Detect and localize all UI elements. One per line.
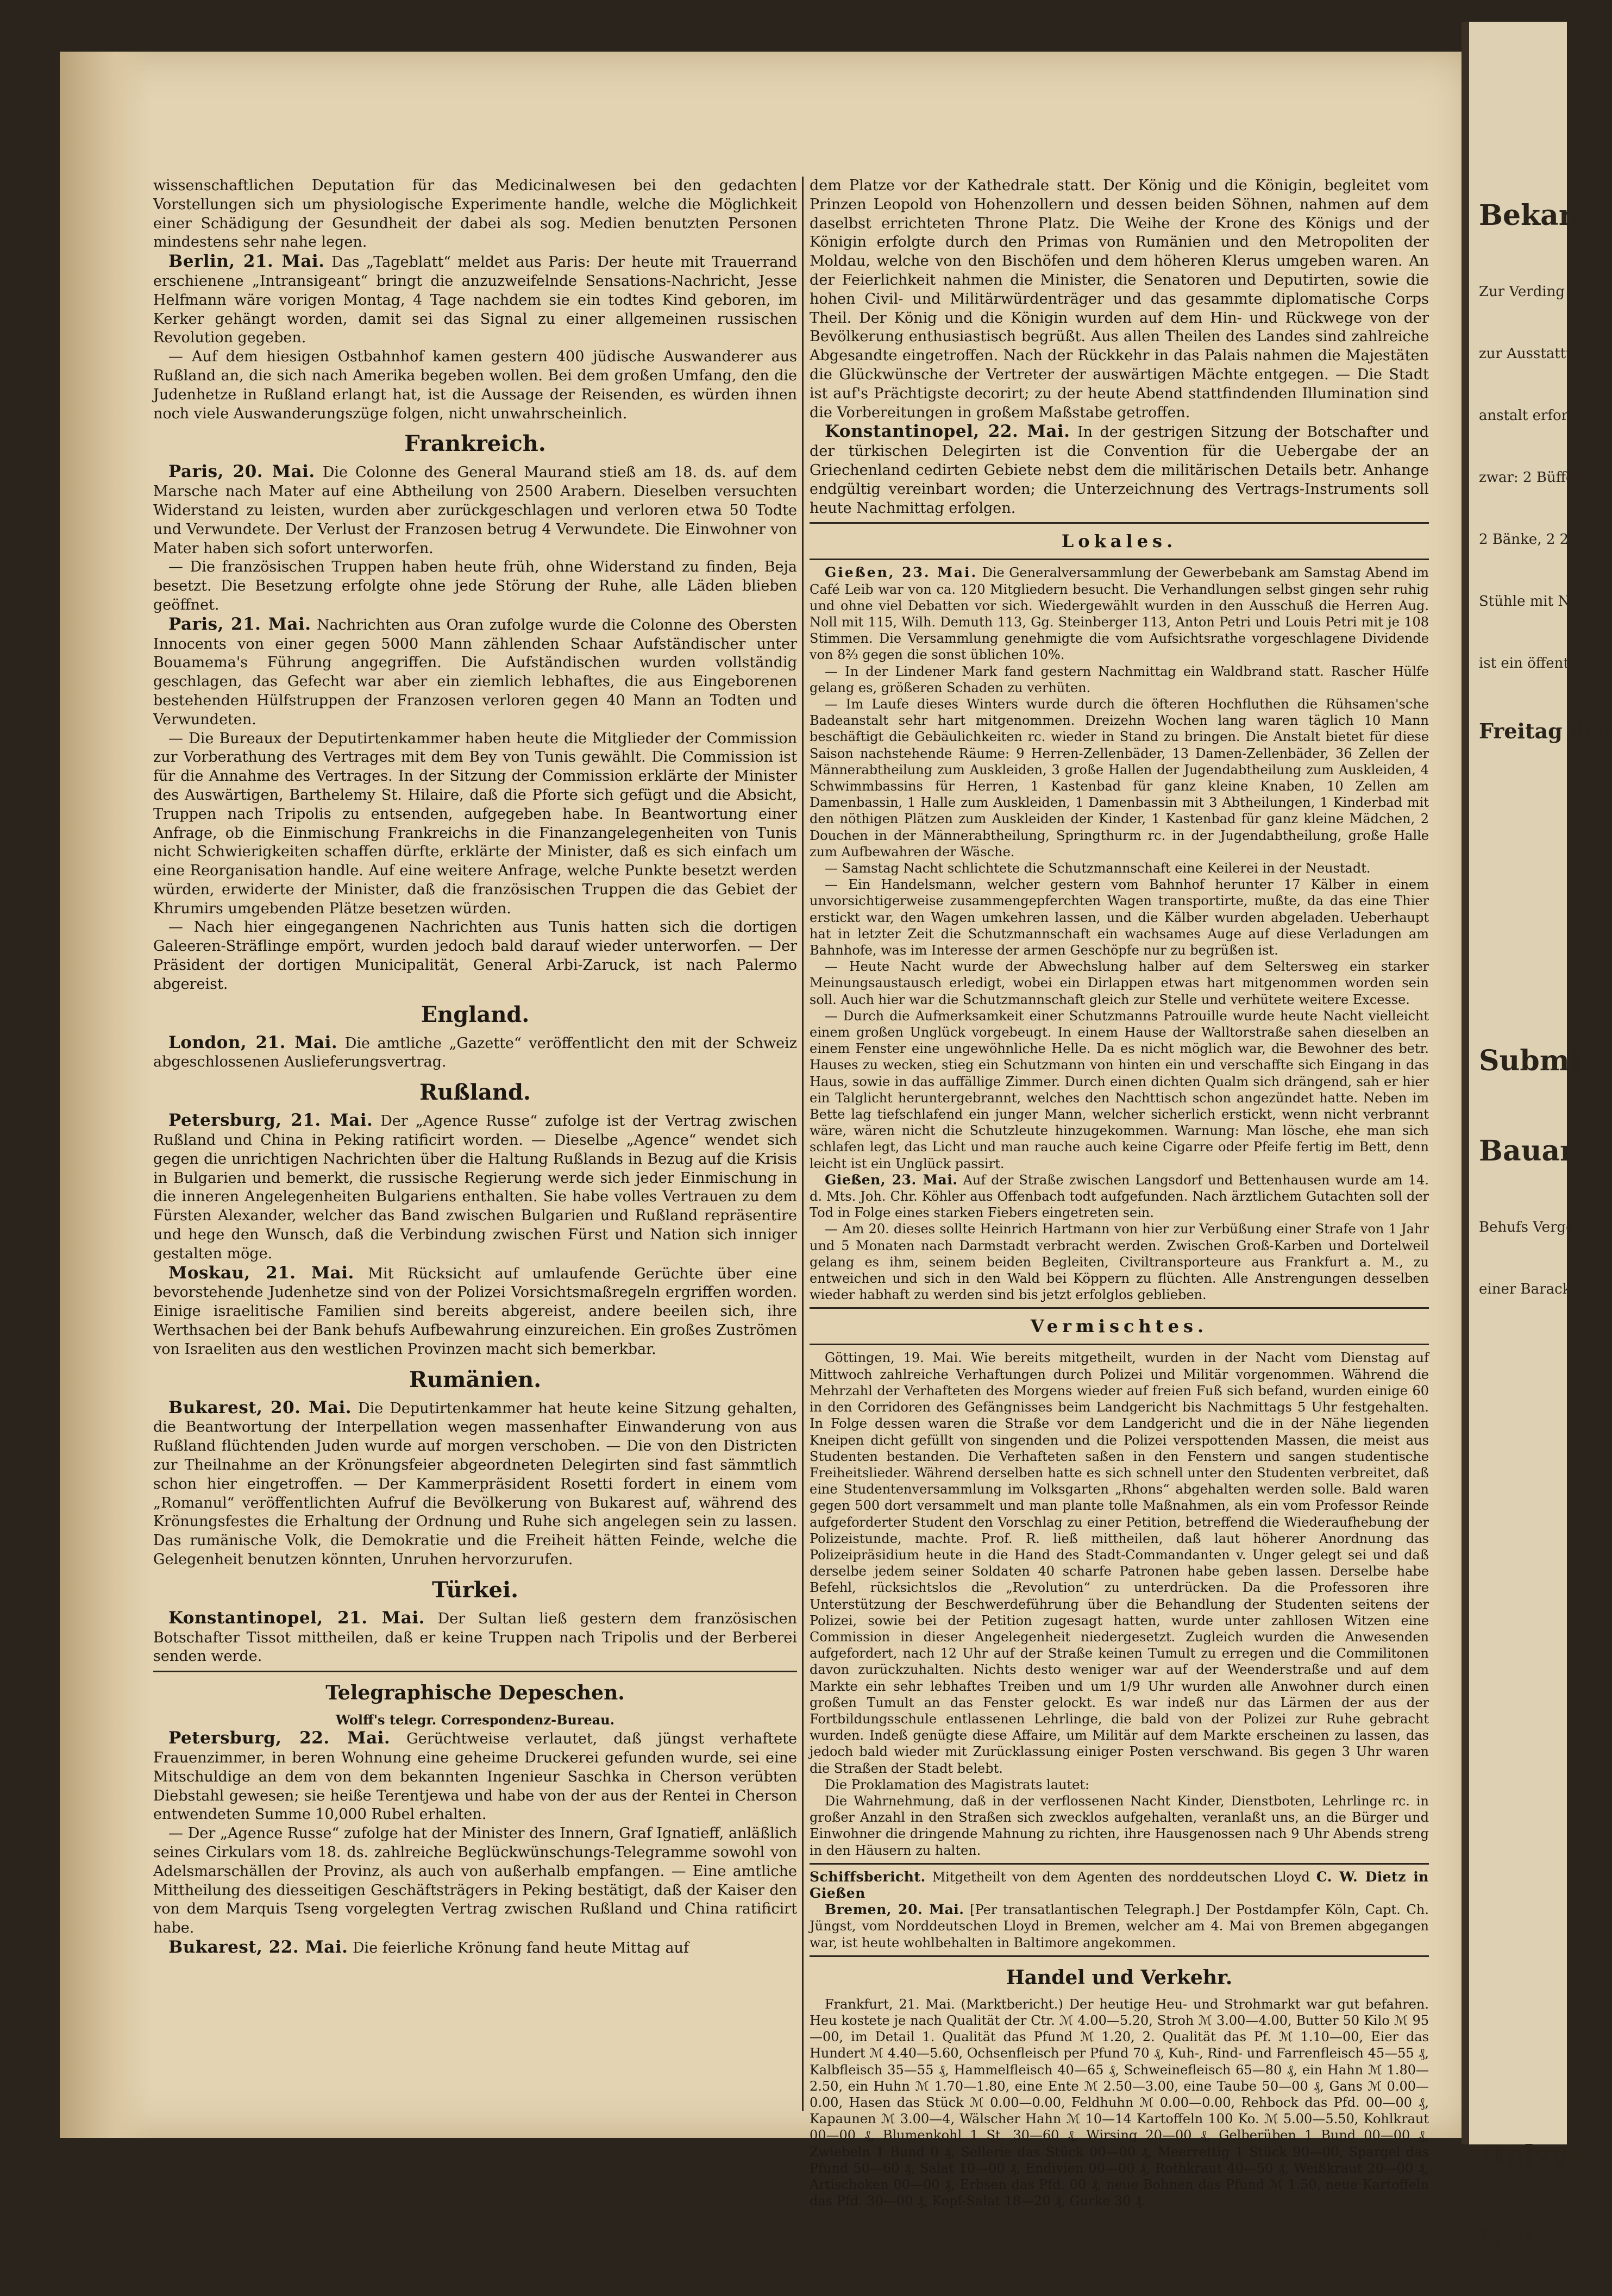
fragment: Freitag — [1479, 2226, 1563, 2250]
fragment: einer Baracke — [1479, 1281, 1579, 1297]
divider — [810, 1307, 1429, 1309]
article-paris-3 — [153, 615, 797, 730]
article-konstantinopel — [153, 1609, 797, 1666]
adjacent-page-fragments — [1469, 22, 1612, 2296]
schiffsbericht-text — [810, 1902, 1429, 1951]
article-moskau — [153, 1264, 797, 1359]
fragment: Bauar — [1479, 1134, 1575, 1168]
fragment: Submi — [1479, 1044, 1580, 1077]
fragment: Bekan — [1479, 199, 1579, 232]
dateline: Petersburg, 22. Mai. — [168, 1728, 391, 1748]
section-heading-lokales: Lokales. — [1061, 531, 1177, 552]
article-text: Die Generalversammlung der Gewerbebank am Samstag Abend im Café Leib war von ca. 120 Mitgliedern besucht. Die Verhandlungen selbst gingen sehr ruhig und ohne viel Debatten vor sich. Wiedergewählt wurden in den Ausschuß die Herren Aug. Noll mit 115, Wilh. Demuth 113, Gg. Steinberger 113, Anton Petri und Louis Petri mit je 108 Stimmen. Die Versammlung genehmigte die vom Aufsichtsrathe vorgeschlagene Dividende von 8⅔ gegen die sonst üblichen 10%. — [810, 565, 1429, 663]
subheading-wolff: Wolff's telegr. Correspondenz-Bureau. — [335, 1712, 615, 1728]
dateline: Bukarest, 22. Mai. — [168, 1937, 348, 1957]
schiffsbericht — [810, 1869, 1429, 1902]
marktbericht: Frankfurt, 21. Mai. (Marktbericht.) Der heutige Heu- und Strohmarkt war gut befahren. Heu kostete je nach Qualität der Ctr. ℳ 4.00—5.20, Stroh ℳ 3.00—4.00, Butter 50 Kilo ℳ 95—00, im Detail 1. Qualität das Pfund ℳ 1.20, 2. Qualität das Pf. ℳ 1.10—00, Eier das Hundert ℳ 4.40—5.60, Ochsenfleisch per Pfund 70 ₰, Kuh-, Rind- und Farrenfleisch 45—55 ₰, Kalbfleisch 35—55 ₰, Hammelfleisch 40—65 ₰, Schweinefleisch 65—80 ₰, ein Hahn ℳ 1.80—2.50, ein Huhn ℳ 1.70—1.80, eine Ente ℳ 2.50—3.00, eine Taube 50—00 ₰, Gans ℳ 0.00—0.00, Hasen das Stück ℳ 0.00—0.00, Feldhuhn ℳ 0.00—0.00, Rehbock das Pfd. 00—00 ₰, Kapaunen ℳ 3.00—4, Wälscher Hahn ℳ 10—14 Kartoffeln 100 Ko. ℳ 5.00—5.50, Kohlkraut 00—00 ₰, Blumenkohl 1 St. 30—60 ₰, Wirsing 20—00 ₰, Gelberüben 1 Bund 00—00 ₰, Zwiebeln 1 Bund 0 ₰, Sellerie das Stück 00—00 ₰, Meerrettig 1 Stück 90—00, Spargel das Pfund 50—60 ₰, Salat 10—00 ₰, Endivien 00—00 ₰, Rothkraut 40—50 ₰, Weißkraut 20—00 ₰, Artischoken 00—00 ₰, Erbsen das Pfd. 00 ₰, neue Bohnen das Pfund ℳ 1.50, neue Kartoffeln das Pfd. 30—00 ₰, Kopf-Salat 18—20 ₰, Gurke 30 ₰. — [810, 1996, 1429, 2209]
dateline: Berlin, 21. Mai. — [168, 252, 325, 272]
fragment: zwar: 2 Büffet — [1479, 469, 1580, 486]
fragment: Stühle mit Ne — [1479, 593, 1579, 610]
lokal-item: — Durch die Aufmerksamkeit einer Schutzmanns Patrouille wurde heute Nacht vielleicht einem großen Unglück vorgebeugt. In einem Hause der Walltorstraße sahen dieselben an einem Fenster eine ungewöhnliche Helle. Da es nicht möglich war, die Bewohner des betr. Hauses zu wecken, stieg ein Schutzmann von hinten ein und verschaffte sich Eingang in das Haus, sowie in das auffällige Zimmer. Durch einen dichten Qualm sich drängend, sah er hier ein Talglicht heruntergebrannt, welches den Nachttisch schon angezündet hatte. Neben im Bette lag tiefschlafend ein junger Mann, welcher sicherlich erstickt, wenn nicht verbrannt wäre, wären nicht die Schutzleute hinzugekommen. Warnung: Man lösche, ehe man sich schlafen legt, das Licht und man rauche auch keine Cigarre oder Pfeife fertig im Bett, denn leicht ist ein Unglück passirt. — [810, 1008, 1429, 1171]
article-paris-4: — Die Bureaux der Deputirtenkammer haben heute die Mitglieder der Commission zur Vorberathung des Vertrages mit dem Bey von Tunis gewählt. Die Commission ist für die Annahme des Vertrages. In der Sitzung der Commission erklärte der Minister des Auswärtigen, Barthelemy St. Hilaire, daß die Pforte sich gefügt und die Absicht, Truppen nach Tripolis zu entsenden, aufgegeben habe. In Beantwortung einer Anfrage, ob die Einmischung Frankreichs in die Finanzangelegenheiten von Tunis nicht Schwierigkeiten schaffen dürfte, erklärte der Minister, daß es sich einfach um eine Reorganisation handle. Auf eine weitere Anfrage, welche Punkte besetzt werden würden, erwiderte der Minister, daß die französischen Truppen die das Gebiet der Khrumirs umgebenden Plätze besetzen würden. — [153, 730, 797, 917]
article-konstantinopel-2 — [810, 422, 1429, 518]
article-petersburg — [153, 1111, 797, 1263]
vermischtes-item: Die Wahrnehmung, daß in der verflossenen Nacht Kinder, Dienstboten, Lehrlinge rc. in großer Anzahl in den Straßen sich zwecklos aufgehalten, veranlaßt uns, an die Bürger und Einwohner die dringende Mahnung zu richten, ihre Hausgenossen nach 9 Uhr Abends streng in den Häusern zu halten. — [810, 1793, 1429, 1858]
fragment: Freitag den — [1479, 719, 1612, 743]
article-text: Auf der Straße zwischen Langsdorf und Bettenhausen wurde am 14. d. Mts. Joh. Chr. Köhler aus Offenbach todt aufgefunden. Nach ärztlichem Gutachten soll der Tod in Folge eines starken Fiebers eingetreten sein. — [810, 1172, 1429, 1221]
lokales-block — [810, 564, 1429, 1303]
article-text: Nachrichten aus Oran zufolge wurde die Colonne des Obersten Innocents von einer gegen 5000 Mann zählenden Schaar Aufständischer unter Bouamema's Führung angegriffen. Die Aufständischen wurden vollständig geschlagen, das Gefecht war aber ein ziemlich lebhaftes, die aus Eingeborenen bestehenden Hülfstruppen der Franzosen verloren gegen 40 Mann an Todten und Verwundeten. — [153, 616, 798, 728]
article-bukarest-cont: dem Platze vor der Kathedrale statt. Der König und die Königin, begleitet vom Prinzen Leopold von Hohenzollern und dessen beiden Söhnen, nahmen auf dem daselbst errichteten Throne Platz. Die Weihe der Krone des Königs und der Königin erfolgte durch den Primas von Rumänien und den Metropoliten der Moldau, welche von den Bischöfen und dem höheren Klerus umgeben waren. An der Feierlichkeit nahmen die Minister, die Senatoren und Deputirten, sowie die hohen Civil- und Militärwürdenträger und das gesammte diplomatische Corps Theil. Der König und die Königin wurden auf dem Hin- und Rückwege von der Bevölkerung enthusiastisch begrüßt. Aus allen Theilen des Landes sind zahlreiche Abgesandte eingetroffen. Nach der Rückkehr in das Palais nahmen die Majestäten die Glückwünsche der Vertreter der auswärtigen Mächte entgegen. — Die Stadt ist auf's Prächtigste decorirt; zu der heute Abend stattfindenden Illumination sind die Vorbereitungen in großem Maßstabe getroffen. — [810, 177, 1429, 421]
article-paris-5: — Nach hier eingegangenen Nachrichten aus Tunis hatten sich die dortigen Galeeren-Sträflinge empört, wurden jedoch bald darauf wieder unterworfen. — Der Präsident der dortigen Municipalität, General Arbi-Zaruck, ist nach Palermo abgereist. — [153, 919, 797, 993]
article-text: Der Sultan ließ gestern dem französischen Botschafter Tissot mittheilen, daß er keine Truppen nach Tripolis und der Berberei senden werde. — [153, 1610, 798, 1665]
lokal-item: — In der Lindener Mark fand gestern Nachmittag ein Waldbrand statt. Rascher Hülfe gelang es, größeren Schaden zu verhüten. — [810, 663, 1429, 695]
dateline: Konstantinopel, 22. Mai. — [825, 422, 1070, 442]
fragment: zur Ausstattung — [1479, 346, 1594, 362]
dateline: Bremen, 20. Mai. — [825, 1902, 964, 1918]
section-heading-russland: Rußland. — [419, 1080, 531, 1106]
fragment: 2 Bänke, 2 2 — [1479, 531, 1569, 548]
dateline: Konstantinopel, 21. Mai. — [168, 1608, 425, 1628]
article-petersburg-3: — Der „Agence Russe“ zufolge hat der Minister des Innern, Graf Ignatieff, anläßlich seines Cirkulars vom 18. ds. zahlreiche Beglückwünschungs-Telegramme sowohl von Adelsmarschällen der Provinz, als auch von außerhalb empfangen. — Eine amtliche Mittheilung des diesseitigen Geschäftsträgers in Peking bestätigt, daß der Kaiser den von dem Marquis Tseng vorgelegten Vertrag zwischen Rußland und China ratificirt habe. — [153, 1825, 797, 1937]
article-text: In der gestrigen Sitzung der Botschafter und der türkischen Delegirten ist die Convention für die Uebergabe der an Griechenland cedirten Gebiete nebst dem die militärischen Details betr. Anhange endgültig vereinbart worden; die Unterzeichnung des Vertrags-Instruments soll heute Nachmittag erfolgen. — [810, 424, 1429, 517]
dateline: Moskau, 21. Mai. — [168, 1263, 354, 1283]
lokal-item: — Heute Nacht wurde der Abwechslung halber auf dem Seltersweg ein starker Meinungsaustausch erledigt, wobei ein Dirlappen etwas hart mitgenommen worden sein soll. Auch hier war die Schutzmannschaft gleich zur Stelle und verhütete weitere Excesse. — [810, 959, 1429, 1007]
column-rule — [802, 177, 804, 2111]
lokal-item: — Im Laufe dieses Winters wurde durch die öfteren Hochfluthen die Rühsamen'sche Badeanstalt sehr hart mitgenommen. Dreizehn Wochen lang waren täglich 10 Mann beschäftigt die Gebäulichkeiten rc. wieder in Stand zu bringen. Die Anstalt bietet für diese Saison nachstehende Räume: 9 Herren-Zellenbäder, 13 Damen-Zellenbäder, 36 Zellen der Männerabtheilung zum Auskleiden, 3 große Hallen der Jugendabtheilung zum Auskleiden, 4 Schwimmbassins für Herren, 1 Kastenbad für ganz kleine Knaben, 10 Zellen am Damenbassin, 1 Halle zum Auskleiden, 1 Damenbassin mit 3 Abtheilungen, 1 Kinderbad mit den nöthigen Plätzen zum Auskleiden der Kinder, 1 Kastenbad für ganz kleine Mädchen, 2 Douchen in der Männerabtheilung, Springthurm rc. in der Jugendabtheilung, große Halle zum Aufbewahren der Wäsche. — [810, 696, 1429, 860]
section-heading-vermischtes: Vermischtes. — [1030, 1316, 1208, 1337]
dateline: Gießen, 23. Mai. — [825, 1171, 958, 1188]
section-heading-handel: Handel und Verkehr. — [1006, 1966, 1233, 1989]
column-right — [810, 177, 1429, 2209]
fragment: Holzve — [1479, 2140, 1586, 2173]
dateline: Petersburg, 21. Mai. — [168, 1111, 373, 1131]
article-petersburg-2 — [153, 1729, 797, 1824]
section-heading-tuerkei: Türkei. — [431, 1577, 519, 1603]
article-bukarest — [153, 1398, 797, 1570]
article-paris-2: — Die französischen Truppen haben heute früh, ohne Widerstand zu finden, Beja besetzt. Die Besetzung erfolgte ohne jede Störung der Ruhe, alle Läden blieben geöffnet. — [153, 559, 797, 613]
fragment: Behufs Verge — [1479, 1219, 1575, 1235]
fragment: anstalt erforde — [1479, 407, 1586, 424]
divider — [153, 1671, 797, 1672]
lokal-item: — Samstag Nacht schlichtete die Schutzmannschaft eine Keilerei in der Neustadt. — [825, 861, 1371, 876]
vermischtes-item: Göttingen, 19. Mai. Wie bereits mitgetheilt, wurden in der Nacht vom Dienstag auf Mittwoch zahlreiche Verhaftungen durch Polizei und Militär vorgenommen. Während die Mehrzahl der Verhafteten des Morgens wieder auf freien Fuß sich befand, wurden einige 60 in den Corridoren des Gefängnisses beim Landgericht bis Nachmittags 5 Uhr festgehalten. In Folge dessen waren die Straße vor dem Landgericht und die in der Nähe liegenden Kneipen dicht gefüllt von singenden und die Polizei verspottenden Massen, die meist aus Studenten bestanden. Die Verhafteten saßen in den Fenstern und sangen studentische Freiheitslieder. Während derselben hatte es sich schnell unter den Studenten verbreitet, daß eine Studentenversammlung im Volksgarten „Rhons“ abgehalten werden solle. Bald waren gegen 500 dort versammelt und man plante tolle Maßnahmen, als ein vom Professor Reinde aufgeforderter Student den Vorschlag zu einer Petition, betreffend die Wiederaufhebung der Polizeistunde, machte. Prof. R. ließ mittheilen, daß laut höherer Anordnung das Polizeipräsidium heute in die Hand des Stadt-Commandanten v. Unger gelegt sei und daß derselbe jedem seiner Soldaten 40 scharfe Patronen habe geben lassen. Derselbe habe Befehl, rücksichtslos die „Revolution“ zu unterdrücken. Da die Professoren ihre Unterstützung der Beschwerdeführung über die Behandlung der Studenten seitens der Polizei, sowie bei der Petition zugesagt hatten, wurde unter zahllosen Witzen eine Commission in dieser Angelegenheit niedergesetzt. Zugleich wurden die Anwesenden aufgefordert, nach 12 Uhr auf der Straße keinen Tumult zu erregen und die Commilitonen davon zurückzuhalten. Nichts desto weniger war auf der Weenderstraße und auf dem Markte ein sehr lebhaftes Treiben und um 1/9 Uhr wurden alle Anwohner durch einen großen Tumult an das Fenster gelockt. Es war indeß nur das Lärmen der aus der Fortbildungsschule entlassenen Lehrlinge, die bald von der Polizei zur Ruhe gebracht wurden. Indeß genügte diese Affaire, um Militär auf dem Markte erscheinen zu lassen, das jedoch bald wieder mit Zurücklassung einiger Posten verschwand. Bis gegen 3 Uhr waren die Straßen der Stadt belebt. — [810, 1350, 1429, 1776]
article-text: Die amtliche „Gazette“ veröffentlicht den mit der Schweiz abgeschlossenen Auslieferungsvertrag. — [153, 1034, 797, 1071]
article-london — [153, 1033, 797, 1072]
article-bukarest-2 — [153, 1938, 797, 1958]
article-berlin — [153, 252, 797, 348]
vermischtes-block — [810, 1350, 1429, 1858]
schiffsbericht-heading: Schiffsbericht. — [810, 1868, 926, 1885]
dateline: Paris, 21. Mai. — [168, 614, 311, 634]
article-text: Gerüchtweise verlautet, daß jüngst verhaftete Frauenzimmer, in beren Wohnung eine geheime Druckerei gefunden wurde, sei eine Mitschuldige an dem von dem bekannten Ingenieur Saschka in Cherson verübten Diebstahl gewesen; sie heiße Terentjewa und habe von der aus der Rentei in Cherson entwendeten Summe 10,000 Rubel erhalten. — [153, 1730, 798, 1823]
fragment: Zur Verding — [1479, 284, 1565, 300]
lokal-item: — Am 20. dieses sollte Heinrich Hartmann von hier zur Verbüßung einer Strafe von 1 Jahr und 5 Monaten nach Darmstadt verbracht werden. Zwischen Groß-Karben und Dortelweil gelang es ihm, seinem beiden Begleiten, Civiltransporteure aus Frankfurt a. M., zu entweichen und sich in den Wald bei Köppern zu flüchten. Alle Anstrengungen desselben wieder habhaft zu werden sind bis jetzt erfolglos geblieben. — [810, 1221, 1429, 1303]
article-paris-1 — [153, 462, 797, 558]
section-heading-rumaenien: Rumänien. — [409, 1366, 542, 1392]
article-text: Das „Tageblatt“ meldet aus Paris: Der heute mit Trauerrand erschienene „Intransigeant“ bringt die anzuzweifelnde Sensations-Nachricht, Jesse Helfmann wäre vorigen Montag, 4 Tage nachdem sie ein todtes Kind geboren, im Kerker gehängt worden, damit sei das Signal zu einer allgemeinen russischen Revolution gegeben. — [153, 254, 797, 347]
section-heading-england: England. — [421, 1001, 530, 1027]
adjacent-page-edge — [1462, 22, 1612, 2250]
lokal-item: — Ein Handelsmann, welcher gestern vom Bahnhof herunter 17 Kälber in einem unvorsichtigerweise zusammengepferchten Wagen transportirte, mußte, da das eine Thier erstickt war, den Wagen umkehren lassen, und die Kälber wurden abgeladen. Ueberhaupt hat in letzter Zeit die Schutzmannschaft ein wachsames Auge auf diese Verladungen am Bahnhofe, was im Interesse der armen Geschöpfe nur zu begrüßen ist. — [810, 877, 1429, 958]
divider — [810, 559, 1429, 560]
dateline: London, 21. Mai. — [168, 1032, 338, 1052]
article-intro: wissenschaftlichen Deputation für das Medicinalwesen bei den gedachten Vorstellungen sich um physiologische Experimente handle, welche die Möglichkeit einer Schädigung der Gesundheit der dabei als sog. Medien benutzten Personen mindestens sehr nahe legen. — [153, 177, 797, 251]
schiffsbericht-lead: Mitgetheilt von dem Agenten des norddeutschen Lloyd — [932, 1869, 1310, 1885]
dateline: Gießen, 23. Mai. — [825, 564, 978, 581]
dateline: Paris, 20. Mai. — [168, 462, 315, 482]
vermischtes-item: Die Proklamation des Magistrats lautet: — [825, 1777, 1090, 1792]
page-gutter — [60, 52, 152, 2138]
divider — [810, 1955, 1429, 1957]
article-text: Mit Rücksicht auf umlaufende Gerüchte über eine bevorstehende Judenhetze sind von der Polizei Vorsichtsmaßregeln ergriffen worden. Einige israelitische Familien sind bereits abgereist, andere beeilen sich, ihre Werthsachen bei der Bank behufs Aufbewahrung einzureichen. Ein großes Zuströmen von Israeliten aus den westlichen Provinzen macht sich bemerkbar. — [153, 1265, 797, 1358]
lokal-item — [810, 564, 1429, 663]
section-heading-telegraphische-depeschen: Telegraphische Depeschen. — [325, 1682, 625, 1705]
article-berlin-2: — Auf dem hiesigen Ostbahnhof kamen gestern 400 jüdische Auswanderer aus Rußland an, die sich nach Amerika begeben wollen. Bei dem großen Umfang, den die Judenhetze in Rußland erlangt hat, ist die Aussage der Reisenden, es würden ihnen noch viele Auswanderungszüge folgen, nicht unwahrscheinlich. — [153, 348, 797, 422]
divider — [810, 1863, 1429, 1865]
article-text: Die feierliche Krönung fand heute Mittag auf — [353, 1939, 689, 1956]
column-left — [153, 177, 797, 1958]
divider — [810, 1344, 1429, 1345]
dateline: Bukarest, 20. Mai. — [168, 1397, 352, 1417]
article-text: Die Deputirtenkammer hat heute keine Sitzung gehalten, die Beantwortung der Interpellation wegen massenhafter Einwanderung von aus Rußland flüchtenden Juden wurde auf morgen verschoben. — Die von den Districten zur Theilnahme an der Krönungsfeier abgeordneten Delegirten sind fast sämmtlich schon hier eingetroffen. — Der Kammerpräsident Rosetti fordert in einem vom „Romanul“ veröffentlichten Aufruf die Bevölkerung von Bukarest auf, während des Krönungsfestes die Erhaltung der Ordnung und Ruhe sich angelegen sein zu lassen. Das rumänische Volk, die Demokratie und die Freiheit hätten Feinde, welche die Gelegenheit benutzen könnten, Unruhen hervorzurufen. — [153, 1400, 797, 1568]
section-heading-frankreich: Frankreich. — [404, 431, 546, 457]
divider — [810, 522, 1429, 524]
article-text: [Per transatlantischen Telegraph.] Der Postdampfer Köln, Capt. Ch. Jüngst, vom Norddeutschen Lloyd in Bremen, welcher am 4. Mai von Bremen abgegangen war, ist heute wohlbehalten in Baltimore angekommen. — [810, 1902, 1429, 1950]
article-text: Die Colonne des General Maurand stieß am 18. ds. auf dem Marsche nach Mater auf eine Abtheilung von 2500 Arabern. Dieselben versuchten Widerstand zu leisten, wurden aber zurückgeschlagen und verloren etwa 50 Todte und Verwundete. Der Verlust der Franzosen betrug 4 Verwundete. Die Einwohner von Mater haben sich sofort unterworfen. — [153, 464, 797, 557]
fragment: ist ein öffentlicher — [1479, 655, 1610, 672]
article-text: Der „Agence Russe“ zufolge ist der Vertrag zwischen Rußland und China in Peking ratificirt worden. — Dieselbe „Agence“ wendet sich gegen die unrichtigen Nachrichten über die Haltung Rußlands in Bezug auf die Krisis in Bulgarien und bemerkt, die russische Regierung werde sich jeder Einmischung in die inneren Angelegenheiten Bulgariens enthalten. Sie habe volles Vertrauen zu dem Fürsten Alexander, welcher das Band zwischen Bulgarien und Rußland repräsentire und hege den Wunsch, daß die Verbindung zwischen Fürst und Nation sich inniger gestalten möge. — [153, 1113, 797, 1262]
schiffsbericht-agent: C. W. Dietz in Gießen — [810, 1868, 1429, 1901]
lokal-item — [810, 1172, 1429, 1221]
